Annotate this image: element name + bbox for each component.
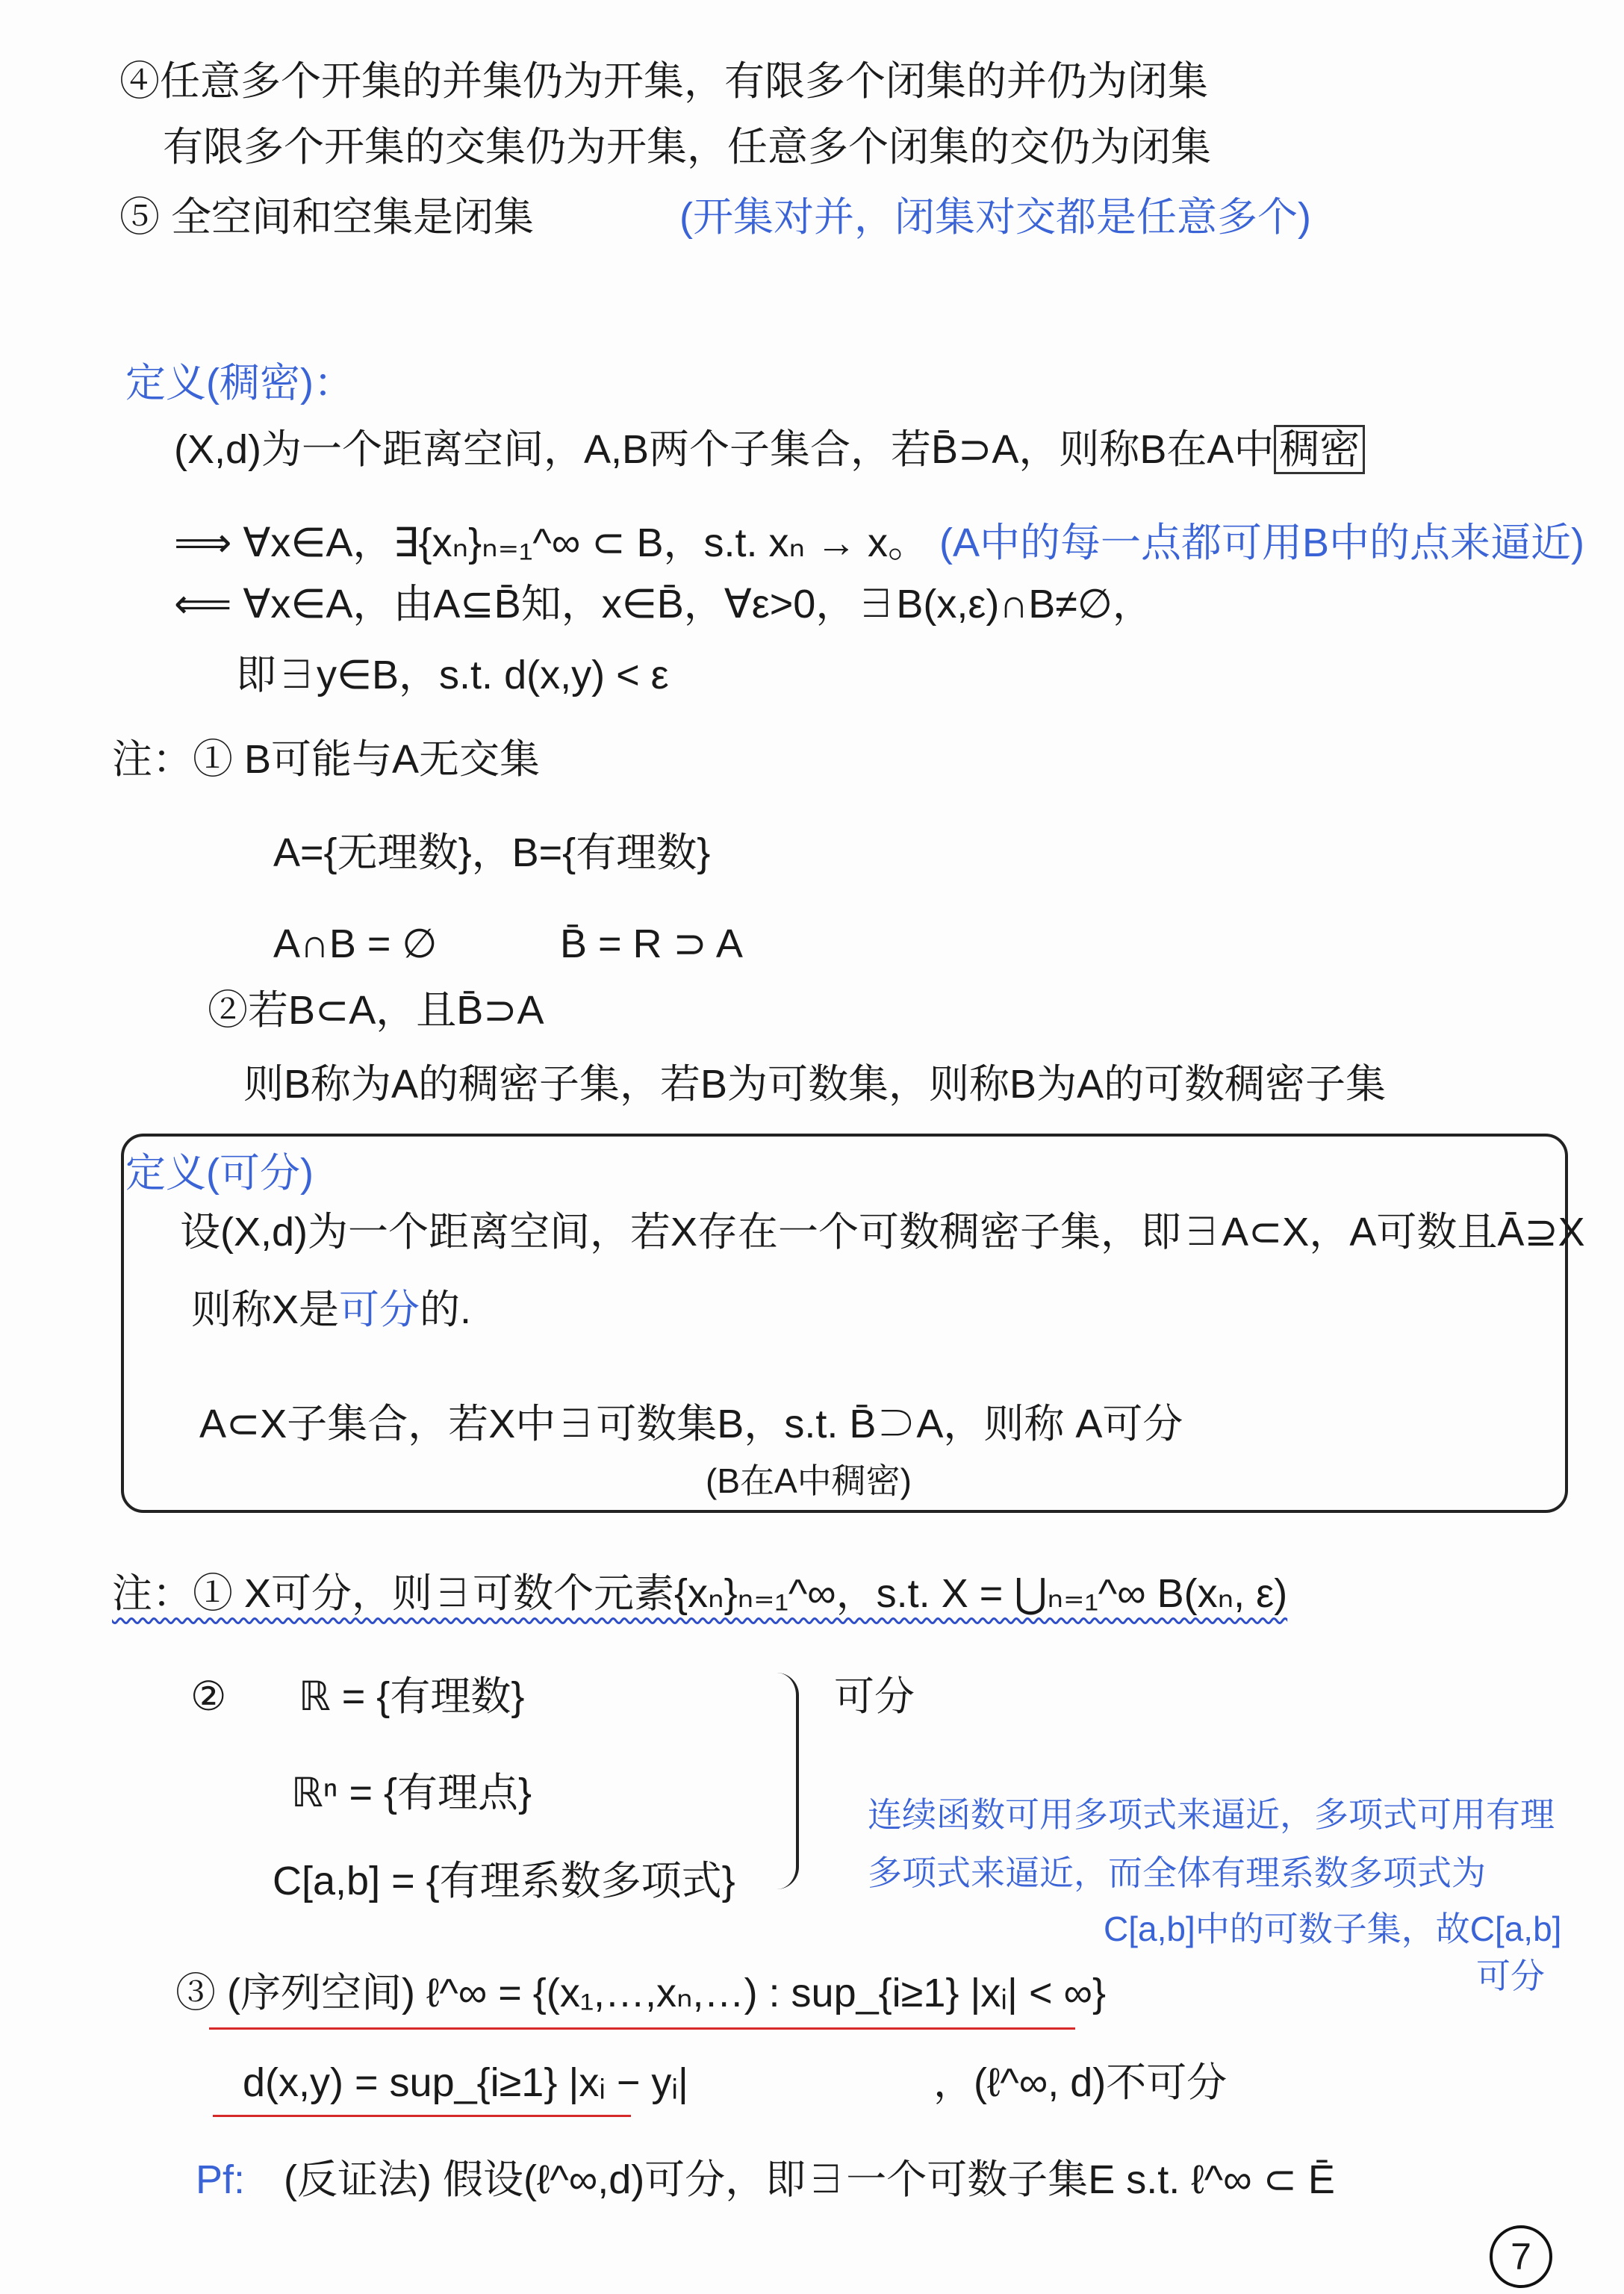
definition-separable-conclusion xyxy=(191,1288,471,1332)
rational-polynomials-dense: C[a,b] = {有理系数多项式} xyxy=(273,1859,735,1903)
note-2-item-3: ③ (序列空间) ℓ^∞ = {(x₁,…,xₙ,…) : sup_{i≥1} |xᵢ| < ∞} xyxy=(175,1971,1107,2015)
separable-conclusion-a: 则称X是 xyxy=(191,1287,340,1332)
property-5: ⑤ 全空间和空集是闭集 xyxy=(119,195,535,240)
page-number: 7 xyxy=(1490,2225,1552,2288)
subset-separable-remark: (B在A中稠密) xyxy=(706,1461,912,1500)
dense-equiv-1-note: (A中的每一点都可用B中的点来逼近) xyxy=(939,520,1585,565)
rationals-dense-in-reals: ℝ = {有理数} xyxy=(299,1674,525,1719)
definition-separable-title: 定义(可分) xyxy=(125,1151,314,1196)
side-note-line4: 可分 xyxy=(1476,1956,1545,1995)
subset-separable-statement: A⊂X子集合，若X中∃可数集B，s.t. B̄⊃A，则称 A可分 xyxy=(199,1402,1183,1446)
dense-equivalence-3: 即∃y∈B，s.t. d(x,y) < ε xyxy=(236,653,669,697)
dense-equiv-1-text: ⟹ ∀x∈A，∃{xₙ}ₙ₌₁^∞ ⊂ B，s.t. xₙ → x。 xyxy=(174,520,928,565)
rational-points-dense: ℝⁿ = {有理点} xyxy=(291,1771,532,1815)
proof-label: Pf: xyxy=(196,2157,246,2202)
side-note-line1: 连续函数可用多项式来逼近，多项式可用有理 xyxy=(868,1795,1555,1834)
note-1-item-2-text: 则B称为A的稠密子集，若B为可数集，则称B为A的可数稠密子集 xyxy=(243,1062,1387,1107)
note-1-item-2: ②若B⊂A，且B̄⊃A xyxy=(208,988,544,1033)
separable-conclusion: 可分 xyxy=(834,1674,915,1719)
property-5-note: (开集对并，闭集对交都是任意多个) xyxy=(679,195,1311,240)
dense-equivalence-2: ⟸ ∀x∈A，由A⊆B̄知，x∈B̄，∀ε>0，∃B(x,ε)∩B≠∅， xyxy=(174,582,1153,627)
proof-text: (反证法) 假设(ℓ^∞,d)可分，即∃一个可数子集E s.t. ℓ^∞ ⊂ Ē xyxy=(284,2157,1335,2202)
note-1-closure: B̄ = R ⊃ A xyxy=(560,921,743,966)
separable-conclusion-b: 的. xyxy=(420,1287,472,1332)
definition-dense-text: (X,d)为一个距离空间，A,B两个子集合，若B̄⊃A，则称B在A中 xyxy=(174,427,1275,472)
right-brace xyxy=(777,1673,799,1889)
l-infinity-not-separable: ，(ℓ^∞, d)不可分 xyxy=(933,2060,1228,2105)
definition-dense-title: 定义(稠密)： xyxy=(125,361,354,405)
side-note-line3: C[a,b]中的可数子集，故C[a,b] xyxy=(1104,1909,1562,1948)
note-1-item-1: 注：① B可能与A无交集 xyxy=(112,737,541,782)
definition-dense-statement xyxy=(174,428,1365,472)
l-infinity-metric: d(x,y) = sup_{i≥1} |xᵢ − yᵢ| xyxy=(243,2060,688,2105)
red-underline-2 xyxy=(213,2115,631,2117)
separable-term: 可分 xyxy=(339,1287,420,1332)
property-4-line2: 有限多个开集的交集仍为开集，任意多个闭集的交仍为闭集 xyxy=(163,125,1211,170)
note-2-item-1: 注：① X可分，则∃可数个元素{xₙ}ₙ₌₁^∞，s.t. X = ⋃ₙ₌₁^∞ B(xₙ, ε) xyxy=(112,1571,1288,1616)
dense-equivalence-1 xyxy=(174,521,1584,565)
side-note-line2: 多项式来逼近，而全体有理系数多项式为 xyxy=(868,1853,1486,1892)
dense-boxed-term: 稠密 xyxy=(1274,425,1365,474)
definition-separable-statement: 设(X,d)为一个距离空间，若X存在一个可数稠密子集，即∃A⊂X，A可数且Ā⊇X xyxy=(180,1210,1585,1255)
note-1-intersection: A∩B = ∅ xyxy=(273,921,438,966)
note-1-example: A={无理数}，B={有理数} xyxy=(273,830,711,875)
property-4-line1: ④任意多个开集的并集仍为开集，有限多个闭集的并仍为闭集 xyxy=(119,59,1208,104)
note-2-item-2-number: ② xyxy=(190,1674,227,1719)
red-underline-1 xyxy=(209,2027,1075,2030)
